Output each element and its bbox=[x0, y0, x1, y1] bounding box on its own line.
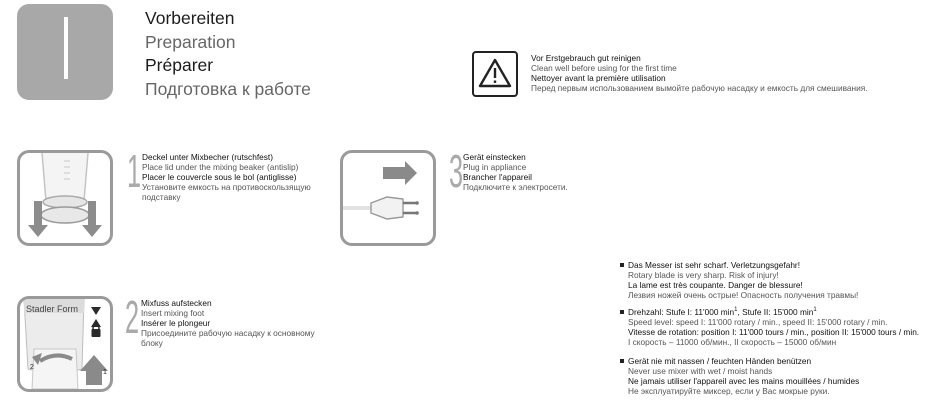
step-1-text bbox=[142, 152, 311, 202]
step-3-number: 3 bbox=[449, 145, 464, 197]
note-wet-en: Never use mixer with wet / moist hands bbox=[628, 366, 773, 376]
note-speed-de-b: , Stufe II: 15'000 min bbox=[737, 307, 814, 317]
warning-text-fr: Nettoyer avant la première utilisation bbox=[531, 73, 666, 83]
step-2-text-ru-2: блоку bbox=[141, 338, 163, 348]
step-1-text-fr: Placer le couvercle sous le bol (antiglisse) bbox=[142, 172, 297, 182]
note-blade-de: Das Messer ist sehr scharf. Verletzungsgefahr! bbox=[628, 260, 801, 270]
page-title-ru: Подготовка к работе bbox=[145, 78, 311, 99]
note-wet-de: Gerät nie mit nassen / feuchten Händen benützen bbox=[628, 356, 812, 366]
warning-triangle-icon bbox=[472, 51, 518, 97]
note-speed-sup-1: 1 bbox=[734, 307, 738, 314]
page-title-de: Vorbereiten bbox=[145, 8, 235, 28]
step-3-text-en: Plug in appliance bbox=[463, 162, 527, 172]
step-3-text-fr: Brancher l'appareil bbox=[463, 172, 532, 182]
step-3-illustration bbox=[340, 150, 436, 246]
step-1-text-de: Deckel unter Mixbecher (rutschfest) bbox=[142, 152, 273, 162]
step-2-arrow-label-1: 1 bbox=[103, 369, 107, 376]
note-speed-de-a: Drehzahl: Stufe I: 11'000 min bbox=[628, 307, 735, 317]
step-3-text-ru: Подключите к электросети. bbox=[463, 182, 568, 192]
note-blade-ru: Лезвия ножей очень острые! Опасность получения травмы! bbox=[628, 290, 859, 300]
step-2-illustration bbox=[17, 296, 113, 392]
note-speed-ru: I скорость – 11000 об/мин., II скорость – 15000 об/мин bbox=[628, 337, 837, 347]
bullet-icon bbox=[620, 263, 624, 267]
page-title-block bbox=[145, 7, 311, 101]
step-2-text-fr: Insérer le plongeur bbox=[141, 318, 211, 328]
note-blade bbox=[620, 260, 858, 300]
step-2-arrow-label-2: 2 bbox=[30, 364, 34, 371]
note-wet-hands bbox=[620, 356, 859, 396]
step-2-text-ru: Присоедините рабочую насадку к основному bbox=[141, 328, 315, 338]
bullet-icon bbox=[620, 359, 624, 363]
warning-text-ru: Перед первым использованием вымойте рабочую насадку и емкость для смешивания. bbox=[531, 83, 868, 93]
section-marker-tile bbox=[17, 4, 113, 100]
warning-text-en: Clean well before using for the first time bbox=[531, 63, 677, 73]
warning-text-de: Vor Erstgebrauch gut reinigen bbox=[531, 53, 641, 63]
note-wet-fr: Ne jamais utiliser l'appareil avec les mains mouillées / humides bbox=[628, 376, 860, 386]
step-3-text bbox=[463, 152, 568, 192]
step-1-text-en: Place lid under the mixing beaker (antislip) bbox=[142, 162, 299, 172]
step-3-text-de: Gerät einstecken bbox=[463, 152, 526, 162]
step-2-text bbox=[141, 298, 315, 348]
page-title-en: Preparation bbox=[145, 31, 236, 52]
note-speed-fr: Vitesse de rotation: position I: 11'000 tours / min., position II: 15'000 tours / min. bbox=[628, 327, 920, 337]
note-blade-fr: La lame est très coupante. Danger de blessure! bbox=[628, 280, 803, 290]
step-1-text-ru-2: подставку bbox=[142, 192, 181, 202]
warning-text bbox=[531, 53, 868, 93]
step-2-number: 2 bbox=[125, 291, 140, 343]
page-title-fr: Préparer bbox=[145, 55, 214, 75]
step-1-text-ru: Установите емкость на противоскользящую bbox=[142, 182, 311, 192]
step-2-text-en: Insert mixing foot bbox=[141, 308, 205, 318]
note-speed-en: Speed level: speed I: 11'000 rotary / min., speed II: 15'000 rotary / min. bbox=[628, 317, 888, 327]
note-wet-ru: Не эксплуатируйте миксер, если у Вас мокрые руки. bbox=[628, 386, 830, 396]
note-speed-sup-2: 1 bbox=[813, 307, 817, 314]
bullet-icon bbox=[620, 310, 624, 314]
section-marker-bar bbox=[64, 17, 68, 79]
step-1-number: 1 bbox=[127, 145, 142, 197]
step-2-text-de: Mixfuss aufstecken bbox=[141, 298, 212, 308]
step-1-illustration bbox=[17, 150, 113, 246]
step-2-brand-logo: Stadler Form bbox=[26, 304, 79, 314]
note-speed bbox=[620, 307, 919, 347]
note-blade-en: Rotary blade is very sharp. Risk of injury! bbox=[628, 270, 779, 280]
